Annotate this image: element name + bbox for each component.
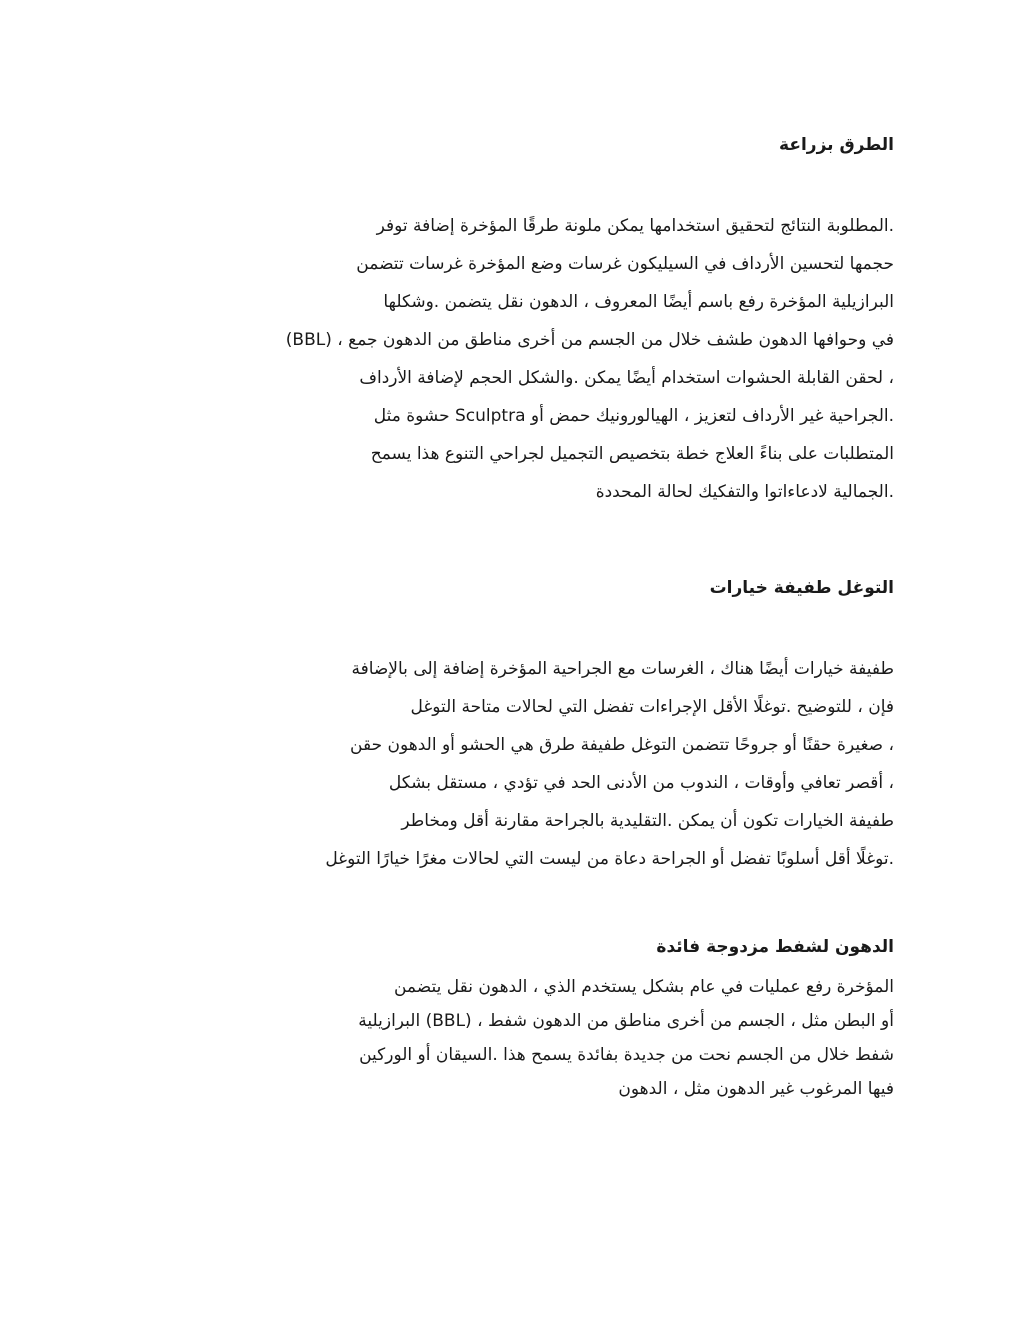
paragraph-line: .الجمالية لادعاءاتوا والتفكيك لحالة المحددة (595, 482, 894, 502)
section-heading-minimally-invasive: التوغل طفيفة خيارات (709, 578, 894, 598)
paragraph-line: .الجراحية غير الأرداف لتعزيز ، الهيالورونيك حمض أو Sculptra حشوة مثل (373, 406, 894, 426)
paragraph-line: .المطلوبة النتائج لتحقيق استخدامها يمكن ملونة طرقًا المؤخرة إضافة توفر (376, 216, 894, 236)
section-paragraph-liposuction (118, 970, 894, 1106)
paragraph-line: المؤخرة رفع عمليات في عام بشكل يستخدم الذي ، الدهون نقل يتضمن (393, 977, 894, 997)
paragraph-line: ، أقصر تعافي وأوقات ، الندوب من الأدنى الحد في تؤدي ، مستقل بشكل (388, 773, 894, 793)
paragraph-line: فإن ، للتوضيح .توغلًا الأقل الإجراءات تفضل التي لحالات متاحة التوغل (410, 697, 894, 717)
paragraph-line: أو البطن مثل ، الجسم من أخرى مناطق من الدهون شفط ، (BBL) البرازيلية (358, 1011, 894, 1031)
paragraph-line: ، صغيرة حقنًا أو جروحًا تتضمن التوغل طفيفة طرق هي الحشو أو الدهون حقن (350, 735, 894, 755)
section-heading-liposuction: الدهون لشفط مزدوجة فائدة (656, 937, 894, 957)
paragraph-line: البرازيلية المؤخرة رفع باسم أيضًا المعروف ، الدهون نقل يتضمن .وشكلها (383, 292, 894, 312)
paragraph-line: طفيفة الخيارات تكون أن يمكن .التقليدية بالجراحة مقارنة أقل ومخاطر (401, 811, 894, 831)
paragraph-line: شفط خلال من الجسم نحت من جديدة بفائدة يسمح هذا .السيقان أو الوركين (359, 1045, 894, 1065)
paragraph-line: المتطلبات على بناءً العلاج خطة بتخصيص التجميل لجراحي التنوع هذا يسمح (370, 444, 894, 464)
paragraph-line: فيها المرغوب غير الدهون مثل ، الدهون (618, 1079, 894, 1099)
paragraph-line: حجمها لتحسين الأرداف في السيليكون غرسات وضع المؤخرة غرسات تتضمن (356, 254, 894, 274)
paragraph-line: طفيفة خيارات أيضًا هناك ، الغرسات مع الجراحية المؤخرة إضافة إلى بالإضافة (351, 659, 894, 679)
paragraph-line: .توغلًا أقل أسلوبًا تفضل أو الجراحة دعاة من ليست التي لحالات مغرًا خيارًا التوغل (325, 849, 894, 869)
section-heading-methods: الطرق بزراعة (779, 135, 894, 155)
section-paragraph-methods (118, 207, 894, 511)
section-paragraph-minimally-invasive (118, 650, 894, 878)
paragraph-line: ، لحقن القابلة الحشوات استخدام أيضًا يمكن .والشكل الحجم لإضافة الأرداف (359, 368, 894, 388)
paragraph-line: في وحوافها الدهون طشف خلال من الجسم من أخرى مناطق من الدهون جمع ، (BBL) (285, 330, 894, 350)
